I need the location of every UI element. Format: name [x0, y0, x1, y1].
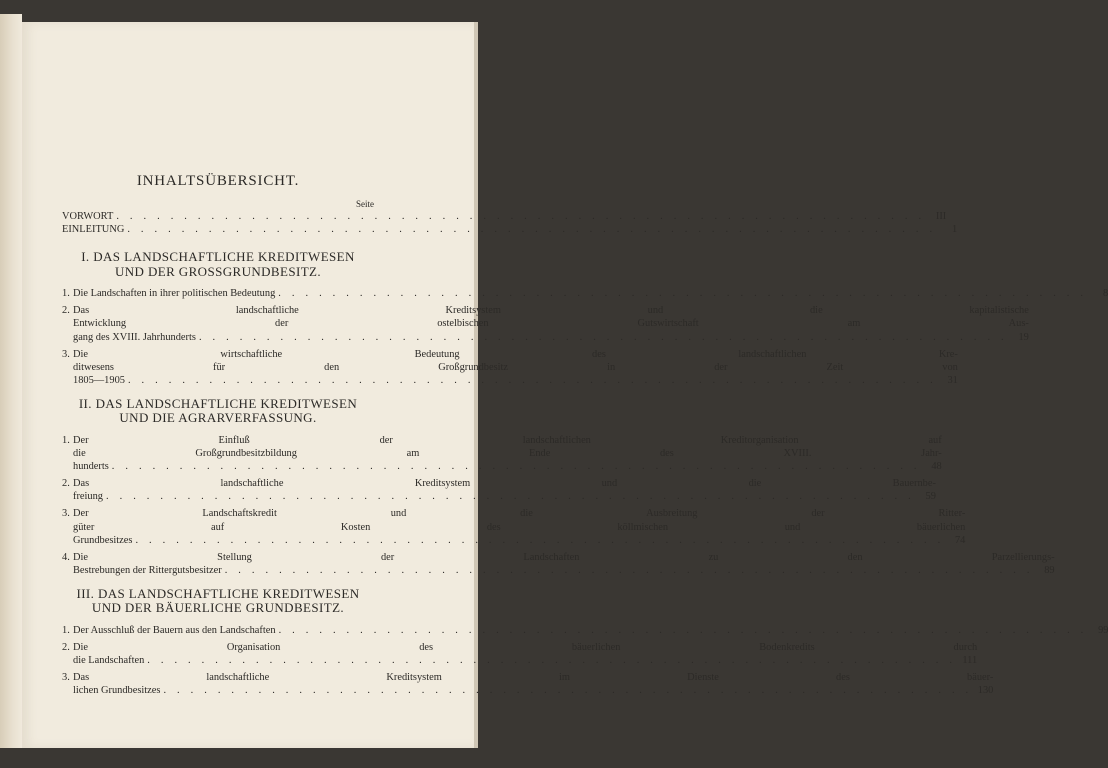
section-heading: [62, 250, 374, 279]
toc-row: [73, 534, 965, 547]
dot-leader: [147, 654, 956, 667]
dot-leader: [128, 374, 937, 387]
toc-entry: [62, 287, 1108, 300]
entry-number: 3.: [62, 348, 70, 360]
dot-leader: [112, 460, 921, 473]
entry-body: [73, 304, 1029, 343]
page-column-label: Seite: [356, 199, 374, 210]
entry-body: [73, 507, 965, 546]
entry-body: [73, 551, 1055, 577]
toc-title: INHALTSÜBERSICHT.: [136, 173, 300, 189]
entry-text-line: Die Organisation des bäuerlichen Bodenkredits durch: [73, 641, 978, 653]
entry-text-line: Die Stellung der Landschaften zu den Parzellierungs-: [73, 551, 1055, 563]
toc-entry: [62, 507, 966, 546]
toc-entry-title: gang des XVIII. Jahrhunderts: [73, 331, 196, 343]
entry-text-line: Das landschaftliche Kreditsystem im Dienste des bäuer-: [73, 672, 994, 684]
page-number: 99: [1098, 624, 1108, 636]
page-number: 111: [962, 655, 978, 667]
entry-number: 1.: [62, 624, 70, 636]
entry-body: [73, 348, 958, 387]
entry-number: 4.: [62, 551, 70, 563]
toc-row: [73, 624, 1108, 637]
entry-number: 2.: [62, 641, 70, 653]
entry-body: [73, 624, 1108, 637]
section-heading-line: III. DAS LANDSCHAFTLICHE KREDITWESEN: [76, 585, 360, 601]
entry-text-line: Der Landschaftskredit und die Ausbreitung der Ritter-: [73, 508, 966, 520]
dot-leader: [279, 624, 1088, 637]
entry-number: 2.: [62, 305, 70, 317]
dot-leader: [199, 331, 1008, 344]
section-heading-line: UND DER GROSSGRUNDBESITZ.: [114, 263, 322, 279]
dot-leader: [106, 490, 915, 503]
toc-section: [62, 585, 1108, 697]
section-heading-line: I. DAS LANDSCHAFTLICHE KREDITWESEN: [81, 249, 355, 265]
entry-body: [73, 477, 936, 503]
toc-entry-title: Bestrebungen der Rittergutsbesitzer: [73, 564, 222, 576]
entry-number: 1.: [62, 288, 70, 300]
toc-entry: [62, 434, 942, 473]
toc-entry: [62, 304, 1029, 343]
entry-body: [73, 641, 977, 667]
page-number: 74: [954, 534, 966, 546]
entry-number: 3.: [62, 672, 70, 684]
toc-row: [73, 460, 942, 473]
toc-row: [73, 374, 958, 387]
toc-entry-title: 1805—1905: [73, 374, 125, 386]
toc-row: [73, 654, 977, 667]
page-number: 59: [925, 491, 936, 503]
dot-leader: [225, 564, 1034, 577]
table-of-contents: [62, 173, 1108, 697]
page-number: 19: [1018, 331, 1029, 343]
toc-entry-title: EINLEITUNG: [62, 224, 125, 236]
dot-leader: [163, 684, 972, 697]
toc-row: [62, 223, 958, 236]
front-matter-list: [62, 210, 958, 236]
toc-entry-title: Grundbesitzes: [73, 534, 133, 546]
toc-entry: [62, 551, 1055, 577]
sections-list: [62, 249, 1108, 697]
entry-text-line: Das landschaftliche Kreditsystem und die Bauernbe-: [73, 478, 936, 490]
toc-row: [73, 564, 1055, 577]
page-number: 48: [931, 461, 942, 473]
page-number: 130: [977, 685, 994, 697]
toc-entry: [62, 671, 994, 697]
toc-section: [62, 249, 1108, 387]
toc-row: [73, 684, 993, 697]
toc-entry-title: freiung: [73, 491, 104, 503]
entry-text-line: Der Einfluß der landschaftlichen Kreditorganisation auf: [73, 434, 942, 446]
entry-text-line: die Großgrundbesitzbildung am Ende des XVIII. Jahr-: [73, 448, 942, 460]
toc-row: [62, 210, 947, 223]
toc-row: [73, 490, 936, 503]
toc-entry-title: Die Landschaften in ihrer politischen Bedeutung: [73, 288, 276, 300]
entry-body: [73, 434, 942, 473]
toc-row: [73, 331, 1029, 344]
book-spine-shadow: [0, 14, 22, 748]
toc-entry: [62, 624, 1108, 637]
toc-entry-title: lichen Grundbesitzes: [73, 685, 161, 697]
entry-text-line: Entwicklung der ostelbischen Gutswirtschaft am Aus-: [73, 318, 1029, 330]
page-number: III: [935, 211, 947, 223]
toc-entry: [62, 348, 958, 387]
section-heading-line: II. DAS LANDSCHAFTLICHE KREDITWESEN: [78, 395, 358, 411]
page-number: 89: [1044, 564, 1055, 576]
page-number: 1: [952, 224, 958, 236]
section-heading-line: UND DIE AGRARVERFASSUNG.: [119, 410, 317, 426]
dot-leader: [135, 534, 944, 547]
section-heading-line: UND DER BÄUERLICHE GRUNDBESITZ.: [91, 600, 345, 616]
entry-text-line: ditwesens für den Großgrundbesitz in der Zeit von: [73, 361, 958, 373]
dot-leader: [127, 223, 936, 236]
entry-body: [73, 287, 1108, 300]
entry-body: [73, 671, 993, 697]
entry-number: 3.: [62, 508, 70, 520]
entry-text-line: Die wirtschaftliche Bedeutung des landschaftlichen Kre-: [73, 348, 958, 360]
section-heading: [62, 587, 374, 616]
entry-text-line: güter auf Kosten des köllmischen und bäuerlichen: [73, 521, 966, 533]
toc-entry: [62, 477, 936, 503]
entry-text-line: Das landschaftliche Kreditsystem und die kapitalistische: [73, 305, 1029, 317]
toc-entry: [62, 641, 978, 667]
dot-leader: [278, 287, 1087, 300]
toc-row: [73, 287, 1108, 300]
page-number: 8: [1103, 288, 1108, 300]
dot-leader: [116, 210, 925, 223]
toc-entry-title: die Landschaften: [73, 655, 145, 667]
entry-number: 1.: [62, 434, 70, 446]
toc-entry-title: VORWORT: [62, 211, 114, 223]
toc-entry-title: hunderts: [73, 461, 109, 473]
toc-entry-title: Der Ausschluß der Bauern aus den Landschaften: [73, 624, 276, 636]
section-heading: [62, 397, 374, 426]
toc-section: [62, 395, 1055, 577]
entry-number: 2.: [62, 478, 70, 490]
page-number: 31: [947, 374, 958, 386]
